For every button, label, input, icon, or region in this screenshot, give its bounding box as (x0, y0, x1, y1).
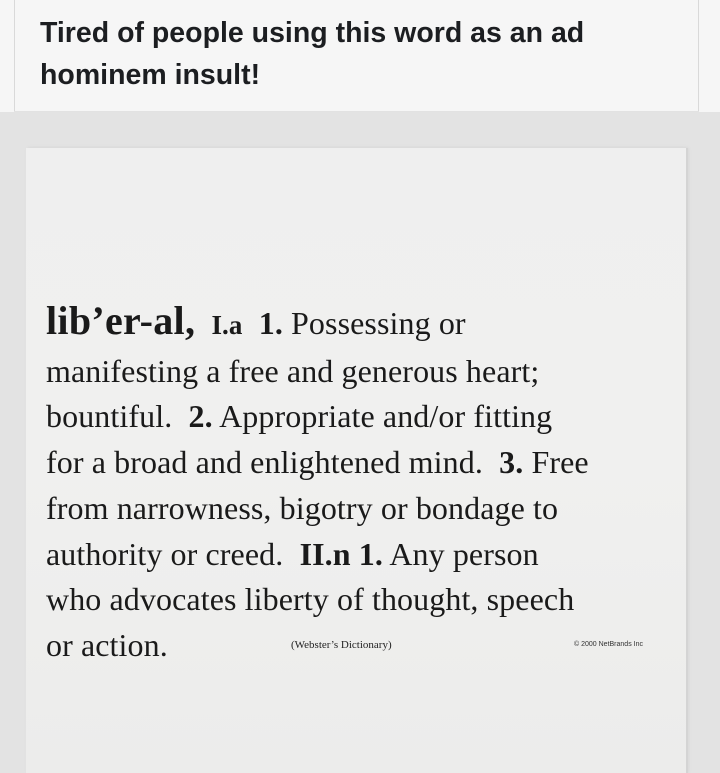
post-header (0, 0, 720, 112)
definition-line-4 (46, 442, 589, 482)
definition-line-6 (46, 534, 539, 574)
definition-text-3b: Appropriate and/or fitting (219, 398, 553, 434)
sense-number-2: 2. (188, 398, 213, 434)
definition-text-4a: for a broad and enlightened mind. (46, 444, 483, 480)
sense-label-2n: II.n (299, 536, 351, 572)
definition-line-3 (46, 396, 552, 436)
source-citation: (Webster’s Dictionary) (291, 639, 392, 651)
definition-line-8: or action. (46, 627, 168, 663)
post-border-right (698, 0, 699, 112)
sense-label-1a: I.a (211, 310, 243, 340)
definition-text-6a: authority or creed. (46, 536, 284, 572)
definition-line-2: manifesting a free and generous heart; (46, 353, 540, 389)
post-text: Tired of people using this word as an ad hominem insult! (40, 17, 585, 91)
definition-text-3a: bountiful. (46, 398, 173, 434)
sense-number-3: 3. (499, 444, 524, 480)
dictionary-card (26, 148, 686, 773)
definition-line-5: from narrowness, bigotry or bondage to (46, 490, 559, 526)
sense-number-2-1: 1. (358, 536, 383, 572)
definition-text-6b: Any person (389, 536, 539, 572)
definition-text-1: Possessing or (291, 305, 466, 341)
definition-line-1 (46, 298, 466, 345)
definition-text-4b: Free (531, 444, 589, 480)
copyright-notice: © 2000 NetBrands Inc (574, 641, 643, 648)
post-border-left (14, 0, 15, 112)
definition-line-7: who advocates liberty of thought, speech (46, 581, 575, 617)
card-edge (686, 148, 688, 773)
headword: lib’er-al, (46, 298, 196, 343)
sense-number-1: 1. (258, 305, 283, 341)
